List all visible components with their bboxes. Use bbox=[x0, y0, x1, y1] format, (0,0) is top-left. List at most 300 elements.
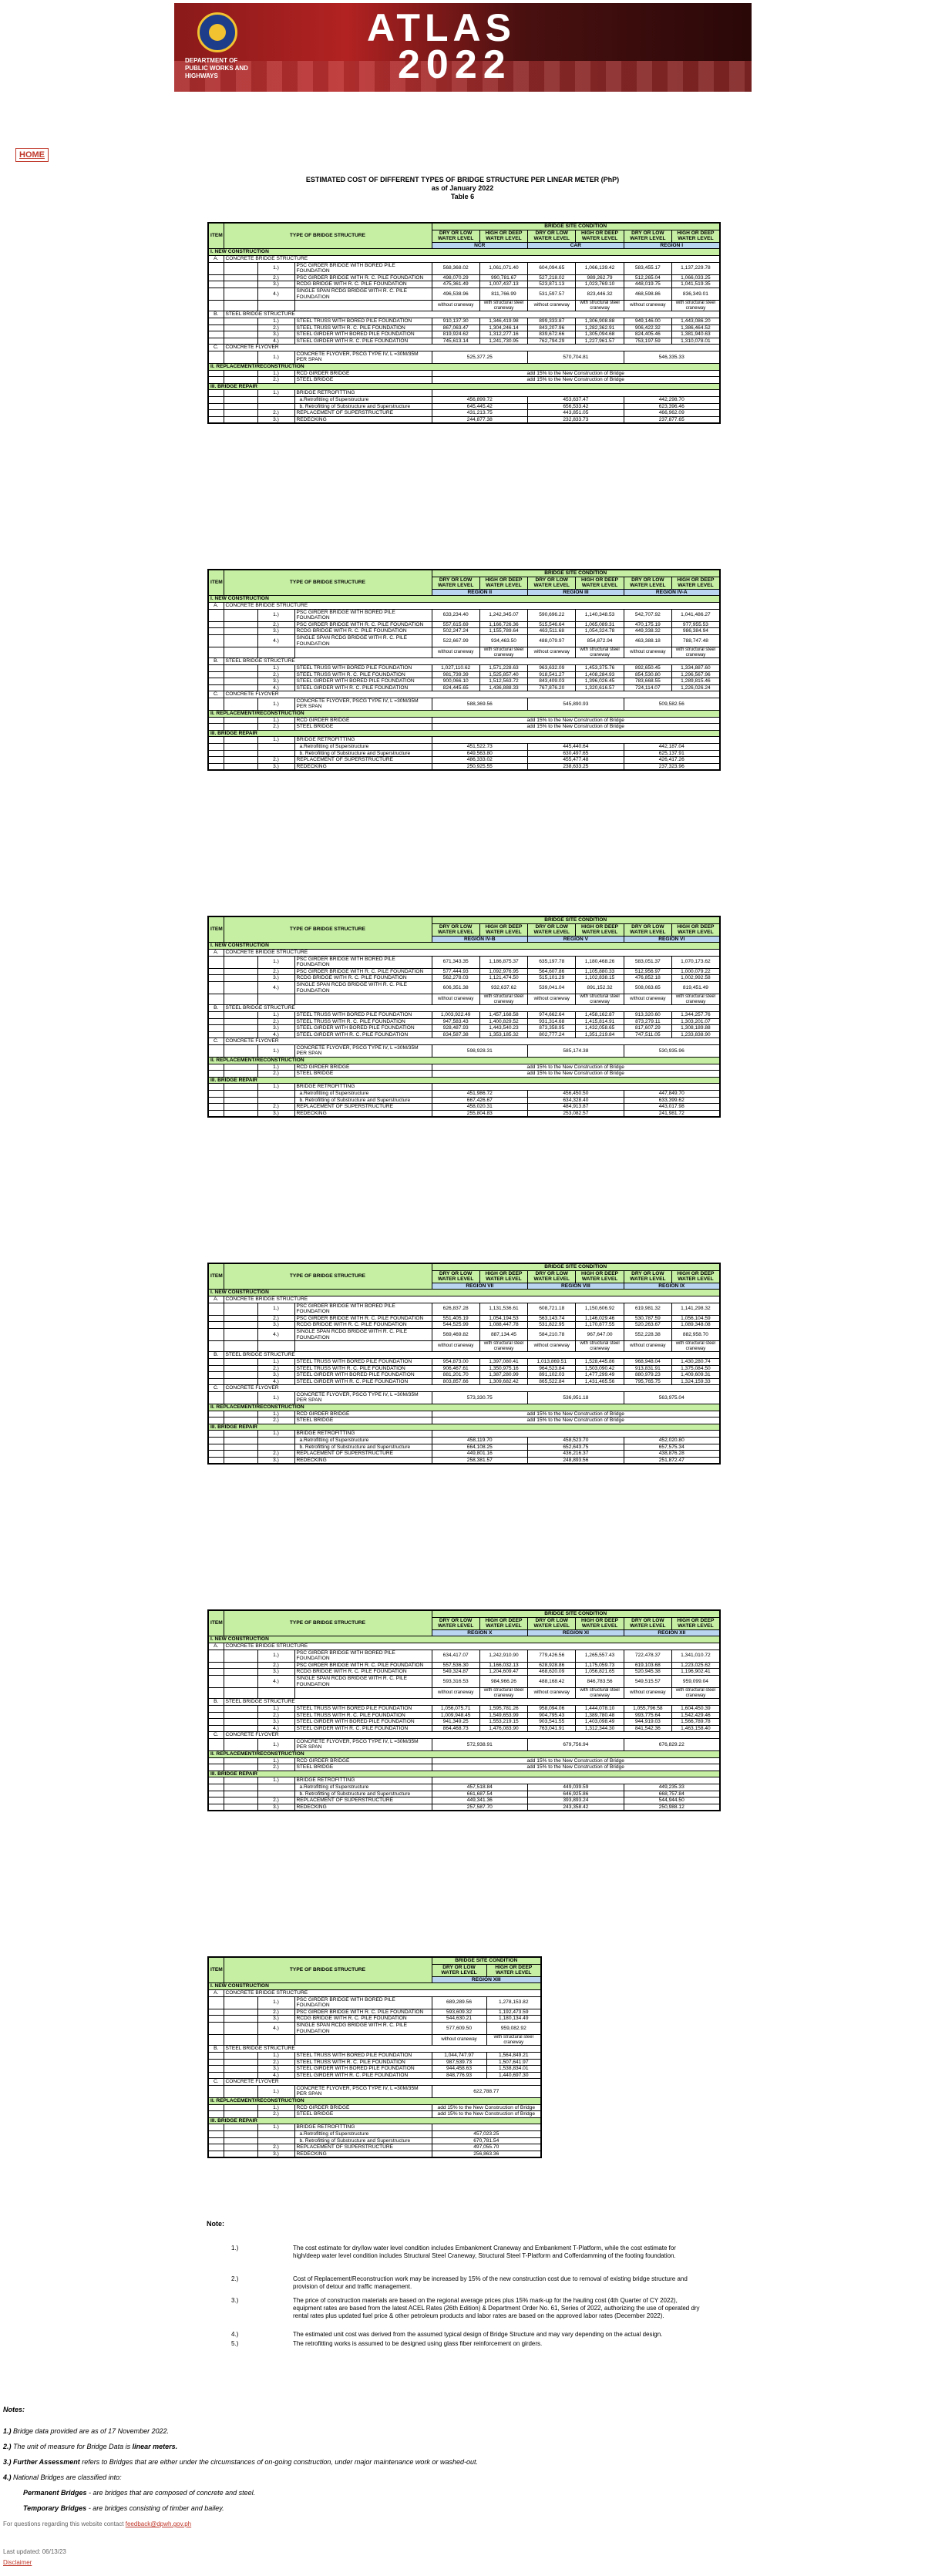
cost-value: 544,525.99 bbox=[432, 1322, 479, 1329]
cost-value: 802,777.24 bbox=[528, 1031, 576, 1038]
header-row bbox=[208, 916, 720, 923]
blank-cell bbox=[224, 1457, 257, 1464]
subsection-label: CONCRETE FLYOVER bbox=[224, 1732, 720, 1739]
high-header: HIGH OR DEEP WATER LEVEL bbox=[479, 1270, 527, 1283]
row-number: 2.) bbox=[257, 757, 294, 764]
blank-cell bbox=[224, 1365, 257, 1372]
cost-value: 880,979.23 bbox=[624, 1372, 671, 1379]
row-number bbox=[257, 2137, 294, 2144]
note-text: The cost estimate for dry/low water level condition includes Embankment Craneway and Embankment T-Platform, while the cost estimate for high/deep water level condition includes Structural Steel Craneway, Structural Steel T-Platform and Cofferdamming of the footing foundation. bbox=[293, 2245, 676, 2259]
blank-cell bbox=[224, 1097, 257, 1104]
header-row bbox=[208, 1263, 720, 1270]
subsection-letter: A. bbox=[208, 1296, 224, 1303]
region-header: REGION XI bbox=[528, 1629, 624, 1636]
row-label: RCDG BRIDGE WITH R. C. PILE FOUNDATION bbox=[294, 628, 432, 635]
blank-cell bbox=[208, 1411, 224, 1417]
table-row bbox=[208, 2009, 541, 2016]
blank-cell bbox=[224, 1315, 257, 1322]
row-number: 1.) bbox=[257, 1358, 294, 1365]
row-label: STEEL GIRDER WITH R. C. PILE FOUNDATION bbox=[294, 338, 432, 345]
cost-value: 1,242,345.07 bbox=[479, 609, 527, 621]
blank-cell bbox=[208, 2052, 224, 2059]
cost-value: 788,747.48 bbox=[672, 634, 720, 647]
blank-cell bbox=[224, 1804, 257, 1811]
table-row bbox=[208, 318, 720, 325]
cost-value: 887,134.45 bbox=[479, 1328, 527, 1340]
cost-value: 1,265,557.43 bbox=[576, 1650, 624, 1662]
table-row bbox=[208, 956, 720, 968]
blank-cell bbox=[224, 1328, 257, 1340]
blank-cell bbox=[224, 2111, 257, 2118]
blank-cell bbox=[224, 2137, 257, 2144]
blank-cell bbox=[224, 1797, 257, 1804]
cost-value: 892,650.45 bbox=[624, 664, 671, 671]
row-label: STEEL BRIDGE bbox=[294, 2111, 432, 2118]
cost-value: 1,564,849.21 bbox=[486, 2052, 541, 2059]
cost-value: 549,324.87 bbox=[432, 1669, 479, 1676]
row-label: STEEL GIRDER WITH R. C. PILE FOUNDATION bbox=[294, 1378, 432, 1385]
blank-cell bbox=[208, 737, 224, 744]
blank-cell bbox=[224, 2059, 257, 2066]
blank-cell bbox=[224, 1777, 257, 1784]
row-number: 2.) bbox=[257, 1451, 294, 1458]
cost-value: 661,687.54 bbox=[432, 1791, 528, 1797]
table-row bbox=[208, 1378, 720, 1385]
cost-value: 241,981.72 bbox=[624, 1110, 720, 1117]
cost-value: 498,070.29 bbox=[432, 274, 479, 281]
blank-cell bbox=[224, 634, 257, 647]
row-label: REDECKING bbox=[294, 2151, 432, 2157]
caption-without-craneway: without craneway bbox=[432, 1688, 479, 1699]
row-label: RCDG BRIDGE WITH R. C. PILE FOUNDATION bbox=[294, 281, 432, 288]
row-label: STEEL TRUSS WITH R. C. PILE FOUNDATION bbox=[294, 1018, 432, 1025]
blank-cell bbox=[208, 2035, 224, 2046]
row-label: STEEL TRUSS WITH R. C. PILE FOUNDATION bbox=[294, 325, 432, 331]
blank-cell bbox=[224, 1084, 257, 1091]
section-row bbox=[208, 596, 720, 603]
table-row bbox=[208, 1315, 720, 1322]
section-row bbox=[208, 1077, 720, 1084]
row-label: PSC GIRDER BRIDGE WITH BORED PILE FOUNDATION bbox=[294, 262, 432, 274]
cost-value: 468,598.86 bbox=[624, 288, 671, 300]
banner-year: 2022 bbox=[398, 42, 512, 87]
cost-value: 1,463,158.40 bbox=[672, 1725, 720, 1732]
cost-value: 508,063.65 bbox=[624, 981, 671, 994]
blank-cell bbox=[224, 968, 257, 975]
table-row bbox=[208, 1025, 720, 1032]
type-header: TYPE OF BRIDGE STRUCTURE bbox=[224, 1263, 432, 1290]
cost-value: 1,436,888.33 bbox=[479, 684, 527, 691]
blank-cell bbox=[224, 1705, 257, 1712]
add-15-percent-note: add 15% to the New Construction of Bridge bbox=[432, 370, 720, 377]
caption-with-structural: with structural steel craneway bbox=[479, 301, 527, 311]
cost-value: 913,320.60 bbox=[624, 1011, 671, 1018]
table-row bbox=[208, 1712, 720, 1719]
home-button[interactable]: HOME bbox=[15, 148, 49, 162]
type-header: TYPE OF BRIDGE STRUCTURE bbox=[224, 1957, 432, 1983]
cost-value: 549,515.57 bbox=[624, 1675, 671, 1687]
blank-cell bbox=[208, 1031, 224, 1038]
cost-value: 458,119.70 bbox=[432, 1438, 528, 1444]
row-number: 3.) bbox=[257, 1110, 294, 1117]
blank-cell bbox=[208, 757, 224, 764]
subsection-label: CONCRETE BRIDGE STRUCTURE bbox=[224, 255, 720, 262]
table-row bbox=[208, 763, 720, 770]
row-number bbox=[257, 1438, 294, 1444]
blank-cell bbox=[224, 397, 257, 404]
section-label: I. NEW CONSTRUCTION bbox=[208, 596, 720, 603]
cost-value: 841,542.36 bbox=[624, 1725, 671, 1732]
section-row bbox=[208, 2098, 541, 2105]
cost-value: 1,242,910.90 bbox=[479, 1650, 527, 1662]
cost-value: 1,013,869.51 bbox=[528, 1358, 576, 1365]
cost-value: 1,092,976.95 bbox=[479, 968, 527, 975]
cost-table bbox=[207, 569, 721, 771]
cost-value: 573,330.75 bbox=[432, 1391, 528, 1404]
cost-value: 1,334,887.60 bbox=[672, 664, 720, 671]
cost-value: 531,597.57 bbox=[528, 288, 576, 300]
cost-value: 865,522.84 bbox=[528, 1378, 576, 1385]
row-number: 1.) bbox=[257, 1431, 294, 1438]
row-label: BRIDGE RETROFITTING bbox=[294, 2124, 432, 2131]
cost-value: 445,440.64 bbox=[528, 744, 624, 751]
cost-value: 1,507,641.97 bbox=[486, 2059, 541, 2066]
region-header: REGION III bbox=[528, 589, 624, 596]
cost-value: 590,696.22 bbox=[528, 609, 576, 621]
caption-with-structural: with structural steel craneway bbox=[479, 994, 527, 1005]
region-header: REGION IX bbox=[624, 1283, 720, 1290]
row-label: RCD GIRDER BRIDGE bbox=[294, 1757, 432, 1764]
high-header: HIGH OR DEEP WATER LEVEL bbox=[576, 923, 624, 936]
table-row bbox=[208, 1996, 541, 2009]
blank-cell bbox=[208, 763, 224, 770]
table-row bbox=[208, 678, 720, 685]
cost-value: 1,453,375.76 bbox=[576, 664, 624, 671]
table-row bbox=[208, 1031, 720, 1038]
table-row bbox=[208, 338, 720, 345]
row-number: 1.) bbox=[257, 370, 294, 377]
blank-cell bbox=[208, 1110, 224, 1117]
row-label: a.Retrofitting of Superstructure bbox=[294, 1438, 432, 1444]
row-number: 3.) bbox=[257, 281, 294, 288]
row-number: 3.) bbox=[257, 763, 294, 770]
row-label: SINGLE SPAN RCDG BRIDGE WITH R. C. PILE FOUNDATION bbox=[294, 981, 432, 994]
cost-value: 1,443,540.23 bbox=[479, 1025, 527, 1032]
cost-value: 463,388.18 bbox=[624, 634, 671, 647]
blank-cell bbox=[208, 1757, 224, 1764]
row-number: 2.) bbox=[257, 325, 294, 331]
blank-cell bbox=[224, 1791, 257, 1797]
header-row bbox=[208, 223, 720, 230]
condition-header: BRIDGE SITE CONDITION bbox=[432, 916, 720, 923]
row-number: 1.) bbox=[257, 1738, 294, 1750]
row-number: 1.) bbox=[257, 664, 294, 671]
row-label: STEEL GIRDER WITH R. C. PILE FOUNDATION bbox=[294, 2072, 432, 2079]
cost-value: 649,563.80 bbox=[432, 750, 528, 757]
row-label: BRIDGE RETROFITTING bbox=[294, 737, 432, 744]
blank-cell bbox=[294, 994, 432, 1005]
cost-value: 1,353,185.32 bbox=[479, 1031, 527, 1038]
subsection-row bbox=[208, 658, 720, 665]
blank-cell bbox=[224, 1444, 257, 1451]
cost-value: 1,397,080.41 bbox=[479, 1358, 527, 1365]
cost-value: 512,265.04 bbox=[624, 274, 671, 281]
blank-cell bbox=[224, 763, 257, 770]
cost-value: 803,857.66 bbox=[432, 1378, 479, 1385]
cost-value: 763,041.91 bbox=[528, 1725, 576, 1732]
cost-value: 1,041,519.35 bbox=[672, 281, 720, 288]
caption-with-structural: with structural steel craneway bbox=[672, 301, 720, 311]
cost-value: 848,776.93 bbox=[432, 2072, 486, 2079]
row-number: 4.) bbox=[257, 2072, 294, 2079]
table-row bbox=[208, 397, 720, 404]
row-number: 1.) bbox=[257, 262, 294, 274]
cost-value: 846,783.56 bbox=[576, 1675, 624, 1687]
blank-cell bbox=[257, 994, 294, 1005]
row-number bbox=[257, 1091, 294, 1098]
blank-cell bbox=[208, 281, 224, 288]
cost-value: 458,020.31 bbox=[432, 1104, 528, 1111]
row-number bbox=[257, 397, 294, 404]
cost-value: 834,587.38 bbox=[432, 1031, 479, 1038]
dpwh-seal-icon bbox=[197, 12, 237, 52]
table-row bbox=[208, 325, 720, 331]
blank-cell bbox=[208, 1662, 224, 1669]
cost-value: 1,396,026.45 bbox=[576, 678, 624, 685]
row-label: STEEL BRIDGE bbox=[294, 724, 432, 731]
row-number: 4.) bbox=[257, 1328, 294, 1340]
blank-cell bbox=[208, 994, 224, 1005]
row-number: 3.) bbox=[257, 1322, 294, 1329]
blank-cell bbox=[208, 331, 224, 338]
dry-header: DRY OR LOW WATER LEVEL bbox=[432, 577, 479, 589]
cost-value: 944,458.63 bbox=[432, 2066, 486, 2073]
blank-cell bbox=[224, 1378, 257, 1385]
cost-value: 1,400,829.52 bbox=[479, 1018, 527, 1025]
row-label: PSC GIRDER BRIDGE WITH BORED PILE FOUNDATION bbox=[294, 1996, 432, 2009]
row-label: SINGLE SPAN RCDG BRIDGE WITH R. C. PILE FOUNDATION bbox=[294, 1328, 432, 1340]
cost-value: 645,445.42 bbox=[432, 403, 528, 410]
table-number: Table 6 bbox=[450, 193, 475, 200]
row-label: REPLACEMENT OF SUPERSTRUCTURE bbox=[294, 1104, 432, 1111]
blank-cell bbox=[208, 634, 224, 647]
cost-value: 989,262.79 bbox=[576, 274, 624, 281]
page-subtitle-date: as of January 2022 bbox=[431, 184, 494, 192]
cost-value: 899,333.87 bbox=[528, 318, 576, 325]
subsection-letter: B. bbox=[208, 658, 224, 665]
subsection-letter: C. bbox=[208, 691, 224, 698]
row-number: 1.) bbox=[257, 609, 294, 621]
cost-value: 634,417.07 bbox=[432, 1650, 479, 1662]
subsection-row bbox=[208, 1005, 720, 1012]
disclaimer-link[interactable]: Disclaimer bbox=[3, 2559, 32, 2566]
region-header: REGION IV-A bbox=[624, 589, 720, 596]
blank-cell bbox=[208, 744, 224, 751]
cost-value: 987,539.73 bbox=[432, 2059, 486, 2066]
cost-value: 1,571,228.63 bbox=[479, 664, 527, 671]
cost-value: 906,422.32 bbox=[624, 325, 671, 331]
cost-value: 455,477.48 bbox=[528, 757, 624, 764]
contact-email-link[interactable]: feedback@dpwh.gov.ph bbox=[125, 2521, 192, 2527]
caption-without-craneway: without craneway bbox=[432, 1341, 479, 1352]
add-15-percent-note: add 15% to the New Construction of Bridge bbox=[432, 724, 720, 731]
row-label: b. Retrofitting of Substructure and Superstructure bbox=[294, 750, 432, 757]
cost-value: 449,341.36 bbox=[432, 1797, 528, 1804]
cost-value: 564,607.86 bbox=[528, 968, 576, 975]
section-row bbox=[208, 2117, 541, 2124]
table-row bbox=[208, 2072, 541, 2079]
cost-value: 1,141,298.32 bbox=[672, 1303, 720, 1315]
cost-value: 619,103.68 bbox=[624, 1662, 671, 1669]
row-number bbox=[257, 1784, 294, 1791]
blank-cell bbox=[224, 737, 257, 744]
cost-value: 593,609.32 bbox=[432, 2009, 486, 2016]
subsection-row bbox=[208, 949, 720, 956]
caption-without-craneway: without craneway bbox=[432, 301, 479, 311]
cost-value: 497,055.70 bbox=[432, 2144, 541, 2151]
cost-value: 544,630.21 bbox=[432, 2016, 486, 2023]
blank-cell bbox=[224, 416, 257, 423]
cost-value: 449,235.33 bbox=[624, 1784, 720, 1791]
blank-cell bbox=[224, 2022, 257, 2034]
region-header: REGION I bbox=[624, 242, 720, 249]
row-label: b. Retrofitting of Substructure and Superstructure bbox=[294, 1444, 432, 1451]
blank-cell bbox=[224, 1044, 257, 1057]
add-15-percent-note: add 15% to the New Construction of Bridge bbox=[432, 1411, 720, 1417]
subsection-row bbox=[208, 1732, 720, 1739]
blank-cell bbox=[224, 262, 257, 274]
table-row bbox=[208, 1104, 720, 1111]
cost-value: 1,056,821.65 bbox=[576, 1669, 624, 1676]
atlas-banner bbox=[174, 3, 752, 92]
row-number bbox=[257, 1791, 294, 1797]
section-label: I. NEW CONSTRUCTION bbox=[208, 943, 720, 950]
row-label: STEEL TRUSS WITH R. C. PILE FOUNDATION bbox=[294, 1365, 432, 1372]
table-row bbox=[208, 1797, 720, 1804]
footer-note-2: 2.) The unit of measure for Bridge Data is linear meters. bbox=[3, 2443, 178, 2450]
blank-cell bbox=[224, 1064, 257, 1071]
cost-value: 928,487.93 bbox=[432, 1025, 479, 1032]
cost-value: 1,381,940.63 bbox=[672, 331, 720, 338]
cost-value: 572,938.91 bbox=[432, 1738, 528, 1750]
cost-value: 456,450.50 bbox=[528, 1091, 624, 1098]
row-number: 1.) bbox=[257, 318, 294, 325]
subsection-label: CONCRETE BRIDGE STRUCTURE bbox=[224, 1989, 541, 1996]
cost-value: 551,405.19 bbox=[432, 1315, 479, 1322]
blank-cell bbox=[208, 2124, 224, 2131]
cost-value: 656,533.42 bbox=[528, 403, 624, 410]
cost-value: 426,417.26 bbox=[624, 757, 720, 764]
blank-cell bbox=[208, 318, 224, 325]
cost-value: 1,403,098.49 bbox=[576, 1719, 624, 1726]
cost-value: 1,457,168.58 bbox=[479, 1011, 527, 1018]
cost-value: 463,511.68 bbox=[528, 628, 576, 635]
cost-value: 539,041.04 bbox=[528, 981, 576, 994]
note-text: Cost of Replacement/Reconstruction work may be increased by 15% of the new construction cost due to removal of existing bridge structure and provision of detour and traffic management. bbox=[293, 2275, 688, 2290]
cost-value: 959,082.92 bbox=[486, 2022, 541, 2034]
row-label: CONCRETE FLYOVER, PSCG TYPE IV, L =30M/35M PER SPAN bbox=[294, 2085, 432, 2097]
cost-value: 882,958.70 bbox=[672, 1328, 720, 1340]
cost-value: 598,928.31 bbox=[432, 1044, 528, 1057]
blank-cell bbox=[224, 1431, 257, 1438]
blank-cell bbox=[224, 351, 257, 363]
cost-value: 1,180,134.49 bbox=[486, 2016, 541, 2023]
caption-with-structural: with structural steel craneway bbox=[479, 1688, 527, 1699]
row-label: SINGLE SPAN RCDG BRIDGE WITH R. C. PILE FOUNDATION bbox=[294, 2022, 432, 2034]
row-number: 2.) bbox=[257, 274, 294, 281]
subsection-label: CONCRETE BRIDGE STRUCTURE bbox=[224, 602, 720, 609]
cost-value: 606,351.38 bbox=[432, 981, 479, 994]
cost-value: 819,451.49 bbox=[672, 981, 720, 994]
row-label: REPLACEMENT OF SUPERSTRUCTURE bbox=[294, 410, 432, 417]
cost-value: 824,445.65 bbox=[432, 684, 479, 691]
section-label: III. BRIDGE REPAIR bbox=[208, 383, 720, 390]
row-label: BRIDGE RETROFITTING bbox=[294, 1777, 432, 1784]
section-label: III. BRIDGE REPAIR bbox=[208, 1424, 720, 1431]
row-number: 3.) bbox=[257, 975, 294, 982]
row-label: REDECKING bbox=[294, 1804, 432, 1811]
row-number: 4.) bbox=[257, 634, 294, 647]
section-label: III. BRIDGE REPAIR bbox=[208, 1771, 720, 1777]
cost-value: 1,166,032.13 bbox=[479, 1662, 527, 1669]
table-row bbox=[208, 410, 720, 417]
cost-table bbox=[207, 222, 721, 424]
dry-header: DRY OR LOW WATER LEVEL bbox=[432, 1270, 479, 1283]
note-number: 3.) bbox=[231, 2297, 239, 2304]
row-number: 1.) bbox=[257, 2124, 294, 2131]
caption-with-structural: with structural steel craneway bbox=[672, 1341, 720, 1352]
blank-cell bbox=[224, 1650, 257, 1662]
high-header: HIGH OR DEEP WATER LEVEL bbox=[672, 923, 720, 936]
cost-value: 819,924.62 bbox=[432, 331, 479, 338]
subsection-label: CONCRETE BRIDGE STRUCTURE bbox=[224, 949, 720, 956]
blank-cell bbox=[224, 1411, 257, 1417]
cost-value: 910,137.30 bbox=[432, 318, 479, 325]
blank-cell bbox=[224, 2009, 257, 2016]
cost-value: 904,795.43 bbox=[528, 1712, 576, 1719]
section-row bbox=[208, 711, 720, 718]
cost-value: 484,913.87 bbox=[528, 1104, 624, 1111]
cost-value: 466,962.09 bbox=[624, 410, 720, 417]
add-15-percent-note: add 15% to the New Construction of Bridge bbox=[432, 2104, 541, 2111]
row-number: 2.) bbox=[257, 1764, 294, 1771]
blank-cell bbox=[294, 301, 432, 311]
subsection-label: STEEL BRIDGE STRUCTURE bbox=[224, 2046, 541, 2053]
cost-value: 671,343.35 bbox=[432, 956, 479, 968]
cost-value: 546,335.33 bbox=[624, 351, 720, 363]
row-label: SINGLE SPAN RCDG BRIDGE WITH R. C. PILE FOUNDATION bbox=[294, 1675, 432, 1687]
cost-value: 670,781.54 bbox=[432, 2137, 541, 2144]
blank-cell bbox=[208, 351, 224, 363]
blank-cell bbox=[224, 664, 257, 671]
table-row bbox=[208, 2052, 541, 2059]
row-number: 2.) bbox=[257, 724, 294, 731]
cost-value: 873,358.95 bbox=[528, 1025, 576, 1032]
banner-department: DEPARTMENT OF PUBLIC WORKS AND HIGHWAYS bbox=[185, 57, 248, 79]
table-row bbox=[208, 609, 720, 621]
blank-cell bbox=[224, 671, 257, 678]
table-row bbox=[208, 1457, 720, 1464]
footer-note-1: 1.) Bridge data provided are as of 17 November 2022. bbox=[3, 2427, 170, 2435]
dry-header: DRY OR LOW WATER LEVEL bbox=[624, 923, 671, 936]
cost-value: 1,146,029.46 bbox=[576, 1315, 624, 1322]
cost-value: 1,089,348.08 bbox=[672, 1322, 720, 1329]
table-row bbox=[208, 2151, 541, 2157]
cost-value: 964,523.84 bbox=[528, 1365, 576, 1372]
table-row bbox=[208, 628, 720, 635]
cost-value: 932,637.62 bbox=[479, 981, 527, 994]
cost-value: 457,023.25 bbox=[432, 2131, 541, 2138]
